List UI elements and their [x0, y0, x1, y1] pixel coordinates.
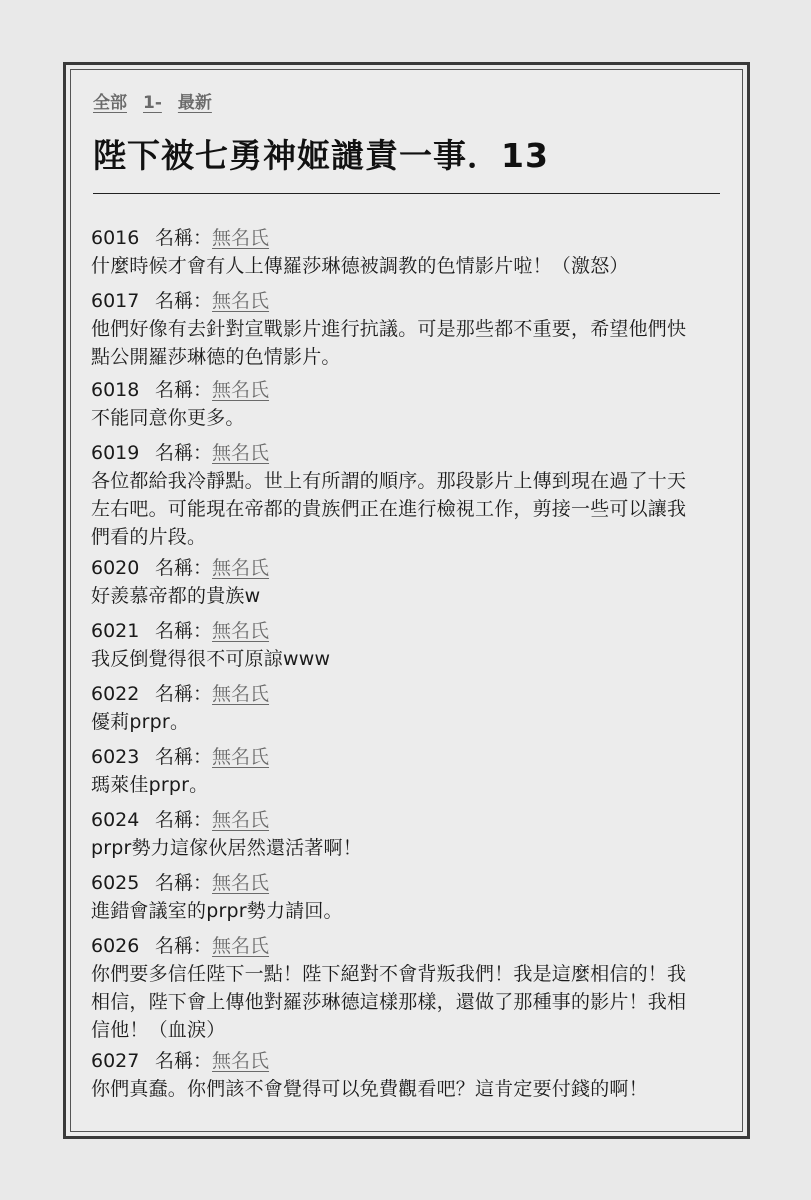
post-body: 我反倒覺得很不可原諒www	[91, 648, 331, 670]
post-name-label: 名稱：	[155, 379, 213, 401]
post-body: 你們要多信任陛下一點！陛下絕對不會背叛我們！我是這麼相信的！我 相信，陛下會上傳他對羅莎琳德這樣那樣，還做了那種事的影片！我相 信他！（血淚）	[91, 963, 687, 1041]
post-name-label: 名稱：	[155, 935, 213, 957]
post-item	[91, 806, 731, 862]
post-number: 6025	[91, 872, 140, 894]
post-author-link[interactable]: 無名氏	[212, 379, 270, 401]
post-author-link[interactable]: 無名氏	[212, 683, 270, 705]
post-name-label: 名稱：	[155, 290, 213, 312]
post-header	[91, 932, 731, 960]
post-body: 各位都給我冷靜點。世上有所謂的順序。那段影片上傳到現在過了十天 左右吧。可能現在帝都的貴族們正在進行檢視工作，剪接一些可以讓我 們看的片段。	[91, 470, 687, 548]
post-header	[91, 554, 731, 582]
title-divider	[93, 193, 720, 194]
post-item	[91, 376, 731, 432]
post-author-link[interactable]: 無名氏	[212, 557, 270, 579]
post-item	[91, 287, 731, 371]
post-header	[91, 680, 731, 708]
post-name-label: 名稱：	[155, 1050, 213, 1072]
post-name-label: 名稱：	[155, 872, 213, 894]
post-name-label: 名稱：	[155, 557, 213, 579]
post-header	[91, 1047, 731, 1075]
post-header	[91, 376, 731, 404]
post-author-link[interactable]: 無名氏	[212, 227, 270, 249]
post-name-label: 名稱：	[155, 683, 213, 705]
breadcrumb-all-link[interactable]: 全部	[93, 93, 127, 113]
breadcrumb-range-link[interactable]: 1-	[143, 93, 162, 113]
post-number: 6021	[91, 620, 140, 642]
post-name-label: 名稱：	[155, 442, 213, 464]
post-name-label: 名稱：	[155, 809, 213, 831]
post-item	[91, 680, 731, 736]
post-body: 不能同意你更多。	[91, 407, 245, 429]
breadcrumb-latest-link[interactable]: 最新	[177, 93, 212, 113]
post-body: 進錯會議室的prpr勢力請回。	[91, 900, 343, 922]
post-header	[91, 869, 731, 897]
post-number: 6026	[91, 935, 140, 957]
post-number: 6017	[91, 290, 140, 312]
post-body: 他們好像有去針對宣戰影片進行抗議。可是那些都不重要，希望他們快 點公開羅莎琳德的色情影片。	[91, 318, 687, 368]
breadcrumb	[93, 88, 212, 113]
post-author-link[interactable]: 無名氏	[212, 872, 270, 894]
post-header	[91, 287, 731, 315]
post-header	[91, 806, 731, 834]
post-author-link[interactable]: 無名氏	[212, 935, 270, 957]
post-item	[91, 224, 731, 280]
post-number: 6016	[91, 227, 140, 249]
post-number: 6023	[91, 746, 140, 768]
post-author-link[interactable]: 無名氏	[212, 442, 270, 464]
post-item	[91, 932, 731, 1044]
post-author-link[interactable]: 無名氏	[212, 746, 270, 768]
post-name-label: 名稱：	[155, 746, 213, 768]
post-body: 瑪萊佳prpr。	[91, 774, 209, 796]
post-number: 6027	[91, 1050, 140, 1072]
post-item	[91, 743, 731, 799]
post-author-link[interactable]: 無名氏	[212, 620, 270, 642]
post-name-label: 名稱：	[155, 620, 213, 642]
post-body: 好羨慕帝都的貴族w	[91, 585, 261, 607]
post-number: 6018	[91, 379, 140, 401]
thread-title: 陛下被七勇神姬譴責一事．13	[93, 136, 549, 175]
post-header	[91, 224, 731, 252]
post-header	[91, 617, 731, 645]
post-body: 什麼時候才會有人上傳羅莎琳德被調教的色情影片啦！（激怒）	[91, 255, 629, 277]
post-number: 6022	[91, 683, 140, 705]
post-header	[91, 439, 731, 467]
post-body: 優莉prpr。	[91, 711, 190, 733]
post-body: prpr勢力這傢伙居然還活著啊！	[91, 837, 362, 859]
post-author-link[interactable]: 無名氏	[212, 809, 270, 831]
post-header	[91, 743, 731, 771]
post-author-link[interactable]: 無名氏	[212, 1050, 270, 1072]
post-number: 6020	[91, 557, 140, 579]
post-item	[91, 869, 731, 925]
post-number: 6024	[91, 809, 140, 831]
post-item	[91, 617, 731, 673]
post-item	[91, 439, 731, 551]
post-body: 你們真蠢。你們該不會覺得可以免費觀看吧？這肯定要付錢的啊！	[91, 1078, 648, 1100]
post-author-link[interactable]: 無名氏	[212, 290, 270, 312]
post-name-label: 名稱：	[155, 227, 213, 249]
post-item	[91, 1047, 731, 1103]
post-item	[91, 554, 731, 610]
post-number: 6019	[91, 442, 140, 464]
